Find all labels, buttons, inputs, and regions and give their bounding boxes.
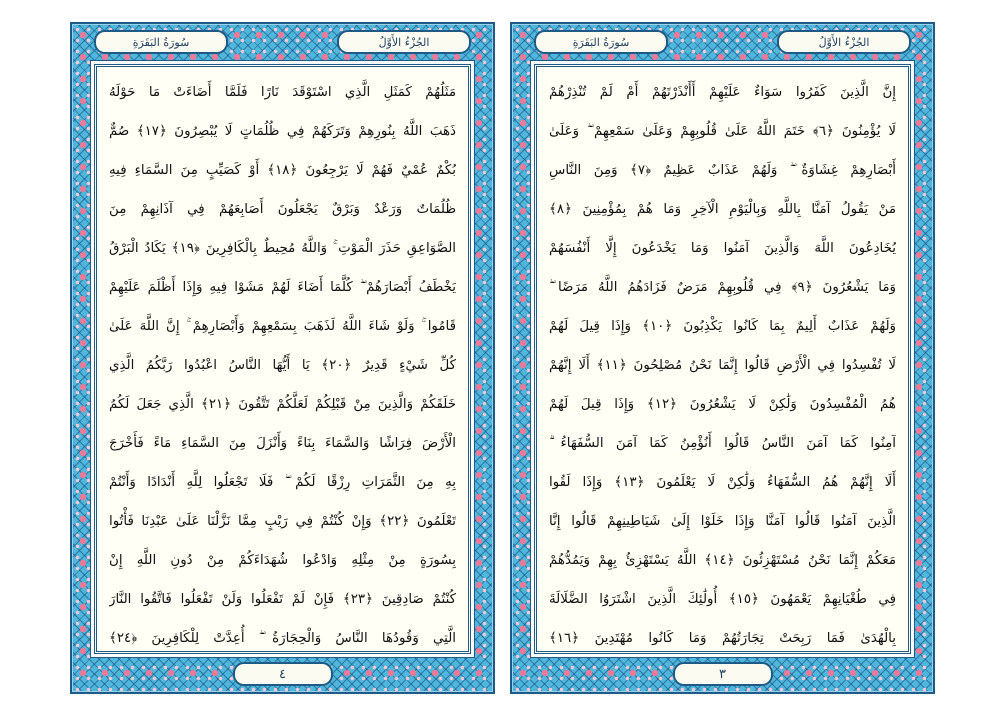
text-line: الَّتِي وَقُودُهَا النَّاسُ وَالْحِجَارَةُ ۖ أُعِدَّتْ لِلْكَافِرِينَ ﴿٢٤﴾ (109, 631, 456, 646)
text-line: ذَهَبَ اللَّهُ بِنُورِهِمْ وَتَرَكَهُمْ فِي ظُلُمَاتٍ لَا يُبْصِرُونَ ﴿١٧﴾ صُمٌّ (109, 124, 456, 139)
text-line: مَعَكُمْ إِنَّمَا نَحْنُ مُسْتَهْزِئُونَ ﴿١٤﴾ اللَّهُ يَسْتَهْزِئُ بِهِمْ وَيَمُدُّهُمْ (549, 553, 896, 568)
right-page (510, 22, 935, 694)
text-line: بُكْمٌ عُمْيٌ فَهُمْ لَا يَرْجِعُونَ ﴿١٨﴾ أَوْ كَصَيِّبٍ مِنَ السَّمَاءِ فِيهِ (109, 163, 456, 178)
text-line: أَلَا إِنَّهُمْ هُمُ السُّفَهَاءُ وَلَٰكِنْ لَا يَعْلَمُونَ ﴿١٣﴾ وَإِذَا لَقُوا (549, 475, 896, 490)
text-line: بِالْهُدَىٰ فَمَا رَبِحَتْ تِجَارَتُهُمْ وَمَا كَانُوا مُهْتَدِينَ ﴿١٦﴾ (549, 631, 896, 646)
text-line: يُخَادِعُونَ اللَّهَ وَالَّذِينَ آمَنُوا وَمَا يَخْدَعُونَ إِلَّا أَنْفُسَهُمْ (549, 241, 896, 256)
text-frame (534, 64, 911, 654)
text-line: فِي طُغْيَانِهِمْ يَعْمَهُونَ ﴿١٥﴾ أُولَٰئِكَ الَّذِينَ اشْتَرَوُا الضَّلَالَةَ (549, 592, 896, 607)
text-line: الصَّوَاعِقِ حَذَرَ الْمَوْتِ ۚ وَاللَّهُ مُحِيطٌ بِالْكَافِرِينَ ﴿١٩﴾ يَكَادُ الْبَرْقُ (109, 241, 456, 256)
text-line: وَمَا يَشْعُرُونَ ﴿٩﴾ فِي قُلُوبِهِمْ مَرَضٌ فَزَادَهُمُ اللَّهُ مَرَضًا ۖ (549, 280, 896, 295)
text-line: لَا يُؤْمِنُونَ ﴿٦﴾ خَتَمَ اللَّهُ عَلَىٰ قُلُوبِهِمْ وَعَلَىٰ سَمْعِهِمْ ۖ وَعَلَىٰ (549, 124, 896, 139)
text-line: آمِنُوا كَمَا آمَنَ النَّاسُ قَالُوا أَنُؤْمِنُ كَمَا آمَنَ السُّفَهَاءُ ۗ (549, 436, 896, 451)
text-line: تَعْلَمُونَ ﴿٢٢﴾ وَإِنْ كُنْتُمْ فِي رَيْبٍ مِمَّا نَزَّلْنَا عَلَىٰ عَبْدِنَا فَأْتُوا (109, 514, 456, 529)
text-frame (94, 64, 471, 654)
text-line: الْأَرْضَ فِرَاشًا وَالسَّمَاءَ بِنَاءً وَأَنْزَلَ مِنَ السَّمَاءِ مَاءً فَأَخْرَجَ (109, 436, 456, 451)
text-line: مَنْ يَقُولُ آمَنَّا بِاللَّهِ وَبِالْيَوْمِ الْآخِرِ وَمَا هُمْ بِمُؤْمِنِينَ ﴿٨﴾ (549, 202, 896, 217)
text-line: بِهِ مِنَ الثَّمَرَاتِ رِزْقًا لَكُمْ ۖ فَلَا تَجْعَلُوا لِلَّهِ أَنْدَادًا وَأَنْتُمْ (109, 475, 456, 490)
text-line: أَبْصَارِهِمْ غِشَاوَةٌ ۖ وَلَهُمْ عَذَابٌ عَظِيمٌ ﴿٧﴾ وَمِنَ النَّاسِ (549, 163, 896, 178)
juz-header: الجُزْءُ الأَوَّلُ (777, 30, 911, 54)
text-line: إِنَّ الَّذِينَ كَفَرُوا سَوَاءٌ عَلَيْهِمْ أَأَنْذَرْتَهُمْ أَمْ لَمْ تُنْذِرْهُمْ (549, 85, 896, 100)
text-line: ظُلُمَاتٌ وَرَعْدٌ وَبَرْقٌ يَجْعَلُونَ أَصَابِعَهُمْ فِي آذَانِهِمْ مِنَ (109, 202, 456, 217)
left-page (70, 22, 495, 694)
text-line: قَامُوا ۚ وَلَوْ شَاءَ اللَّهُ لَذَهَبَ بِسَمْعِهِمْ وَأَبْصَارِهِمْ ۚ إِنَّ اللَّهَ عَلَىٰ (109, 319, 456, 334)
text-line: هُمُ الْمُفْسِدُونَ وَلَٰكِنْ لَا يَشْعُرُونَ ﴿١٢﴾ وَإِذَا قِيلَ لَهُمْ (549, 397, 896, 412)
text-line: وَلَهُمْ عَذَابٌ أَلِيمٌ بِمَا كَانُوا يَكْذِبُونَ ﴿١٠﴾ وَإِذَا قِيلَ لَهُمْ (549, 319, 896, 334)
text-line: الَّذِينَ آمَنُوا قَالُوا آمَنَّا وَإِذَا خَلَوْا إِلَىٰ شَيَاطِينِهِمْ قَالُوا إِنَّا (549, 514, 896, 529)
text-line: كُلِّ شَيْءٍ قَدِيرٌ ﴿٢٠﴾ يَا أَيُّهَا النَّاسُ اعْبُدُوا رَبَّكُمُ الَّذِي (109, 358, 456, 373)
text-line: كُنْتُمْ صَادِقِينَ ﴿٢٣﴾ فَإِنْ لَمْ تَفْعَلُوا وَلَنْ تَفْعَلُوا فَاتَّقُوا النَّارَ (109, 592, 456, 607)
text-line: خَلَقَكُمْ وَالَّذِينَ مِنْ قَبْلِكُمْ لَعَلَّكُمْ تَتَّقُونَ ﴿٢١﴾ الَّذِي جَعَلَ لَكُمُ (109, 397, 456, 412)
text-line: بِسُورَةٍ مِنْ مِثْلِهِ وَادْعُوا شُهَدَاءَكُمْ مِنْ دُونِ اللَّهِ إِنْ (109, 553, 456, 568)
text-line: لَا تُفْسِدُوا فِي الْأَرْضِ قَالُوا إِنَّمَا نَحْنُ مُصْلِحُونَ ﴿١١﴾ أَلَا إِنَّهُمْ (549, 358, 896, 373)
surah-name-header: سُورَةُ البَقَرَةِ (534, 30, 668, 54)
text-line: يَخْطَفُ أَبْصَارَهُمْ ۖ كُلَّمَا أَضَاءَ لَهُمْ مَشَوْا فِيهِ وَإِذَا أَظْلَمَ عَلَيْهِمْ (109, 280, 456, 295)
juz-header: الجُزْءُ الأَوَّلُ (337, 30, 471, 54)
page-number: ٣ (673, 662, 773, 686)
surah-name-header: سُورَةُ البَقَرَةِ (94, 30, 228, 54)
page-number: ٤ (233, 662, 333, 686)
text-line: مَثَلُهُمْ كَمَثَلِ الَّذِي اسْتَوْقَدَ نَارًا فَلَمَّا أَضَاءَتْ مَا حَوْلَهُ (109, 85, 456, 100)
